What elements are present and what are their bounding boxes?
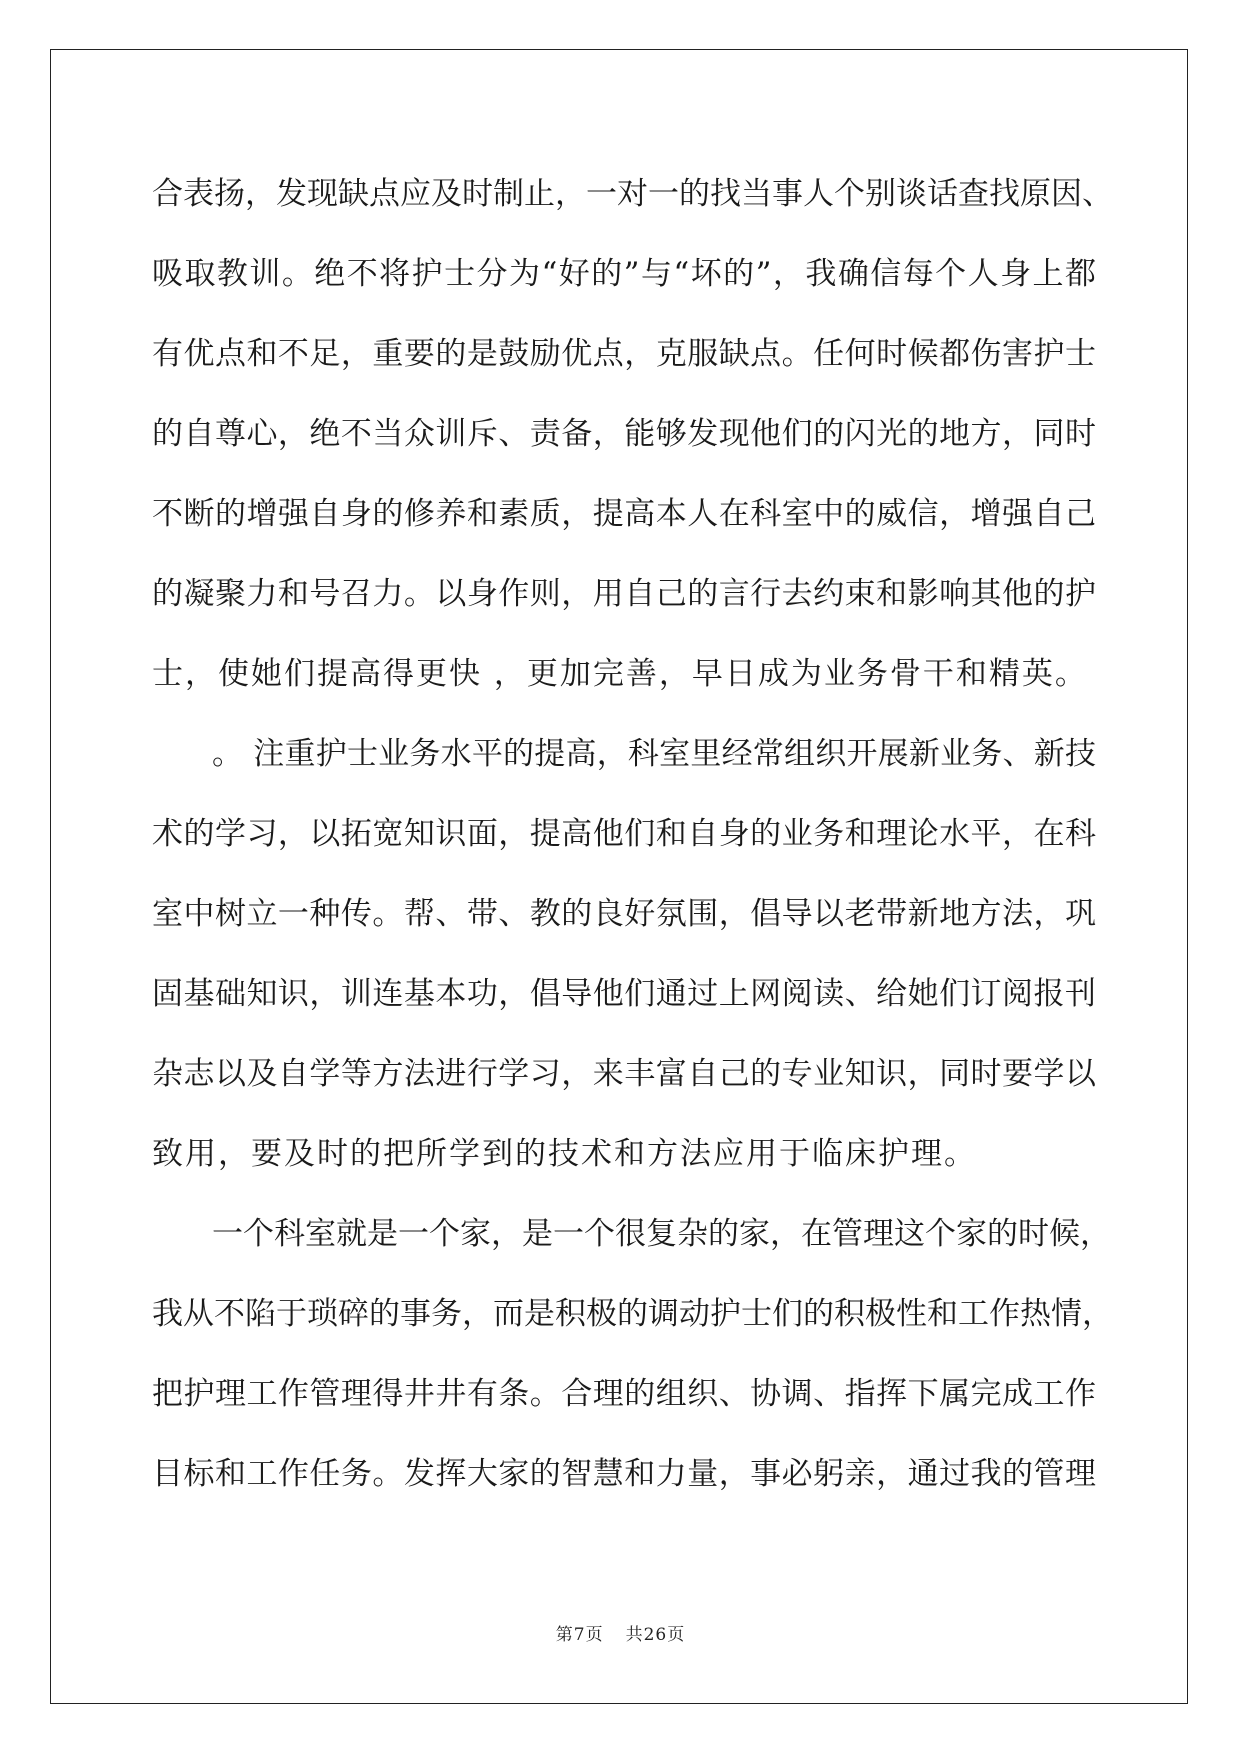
page-number: 第7页 [555,1625,604,1645]
total-pages: 共26页 [625,1625,686,1645]
text-line: 把护理工作管理得井井有条。合理的组织、协调、指挥下属完成工作 [152,1376,1096,1412]
text-line: 杂志以及自学等方法进行学习，来丰富自己的专业知识，同时要学以 [152,1056,1096,1092]
paragraph-start-line: 。 注重护士业务水平的提高，科室里经常组织开展新业务、新技 [212,736,1096,772]
text-line: 的凝聚力和号召力。以身作则，用自己的言行去约束和影响其他的护 [152,576,1096,612]
text-line: 不断的增强自身的修养和素质，提高本人在科室中的威信，增强自己 [152,496,1096,532]
text-line: 固基础知识，训连基本功，倡导他们通过上网阅读、给她们订阅报刊 [152,976,1096,1012]
text-line: 目标和工作任务。发挥大家的智慧和力量，事必躬亲，通过我的管理 [152,1456,1096,1492]
text-line: 有优点和不足，重要的是鼓励优点，克服缺点。任何时候都伤害护士 [152,336,1096,372]
text-line: 室中树立一种传。帮、带、教的良好氛围，倡导以老带新地方法，巩 [152,896,1096,932]
text-line: 我从不陷于琐碎的事务，而是积极的调动护士们的积极性和工作热情， [152,1296,1113,1332]
text-line: 合表扬，发现缺点应及时制止，一对一的找当事人个别谈话查找原因、 [152,176,1113,212]
paragraph-start-line: 一个科室就是一个家，是一个很复杂的家，在管理这个家的时候， [212,1216,1111,1252]
text-line: 术的学习，以拓宽知识面，提高他们和自身的业务和理论水平，在科 [152,816,1096,852]
document-body [152,162,1113,1522]
text-line: 的自尊心，绝不当众训斥、责备，能够发现他们的闪光的地方，同时 [152,416,1096,452]
text-line: 士，使她们提高得更快 ，更加完善，早日成为业务骨干和精英。 [152,656,1088,692]
page-footer [0,1620,1241,1645]
text-line: 吸取教训。绝不将护士分为“好的”与“坏的”，我确信每个人身上都 [152,256,1096,292]
text-line: 致用，要及时的把所学到的技术和方法应用于临床护理。 [152,1136,977,1172]
